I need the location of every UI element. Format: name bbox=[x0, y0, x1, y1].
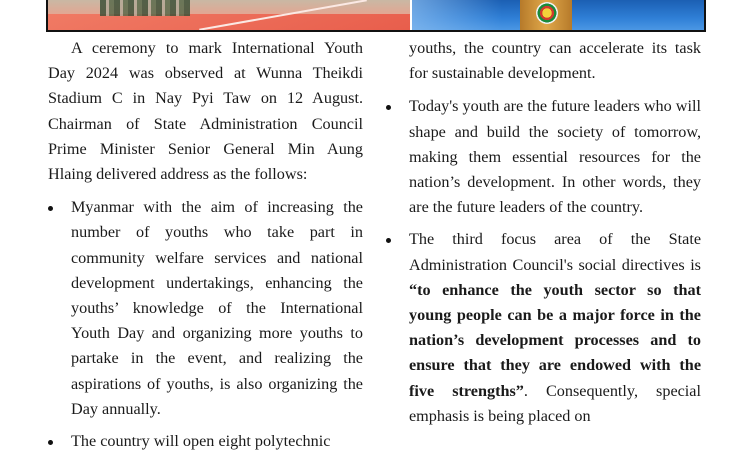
bullet-icon bbox=[48, 206, 53, 211]
right-column bbox=[386, 36, 701, 429]
photo-attendees bbox=[100, 0, 190, 16]
bullet-icon bbox=[386, 238, 391, 243]
continued-text: youths, the country can accelerate its task for sustainable development. bbox=[409, 39, 701, 83]
bullet-lead-text: The third focus area of the State Administration Council's social directives is bbox=[409, 230, 701, 274]
left-column bbox=[48, 36, 363, 454]
bullet-icon bbox=[48, 440, 53, 445]
list-item bbox=[386, 94, 701, 220]
intro-paragraph: A ceremony to mark International Youth Day 2024 was observed at Wunna Theikdi Stadium C in Nay Pyi Taw on 12 August. Chairman of State Administration Council Prime Minister Senior General Min Aung Hlaing delivered address as the follows: bbox=[48, 39, 363, 184]
bullet-icon bbox=[386, 105, 391, 110]
bullet-text: The country will open eight polytechnic bbox=[71, 432, 331, 451]
directive-quote: “to enhance the youth sector so that young people can be a major force in the nation’s development processes and to ensure that they are endowed with the five strengths” bbox=[409, 280, 701, 400]
state-emblem-icon bbox=[536, 2, 558, 24]
list-item bbox=[386, 227, 701, 429]
bullet-text: Today's youth are the future leaders who will shape and build the society of tomorrow, making them essential resources for the nation’s development. In other words, they are the future leaders of the country. bbox=[409, 97, 701, 217]
photo-floor bbox=[48, 14, 410, 30]
right-bullet-list bbox=[386, 94, 701, 429]
bullet-tail-text: . Consequently, special emphasis is being placed on bbox=[409, 381, 701, 425]
speaker-photo bbox=[412, 0, 704, 30]
bullet-text: Myanmar with the aim of increasing the number of youths who take part in community welfare services and national development undertakings, enhancing the youths’ knowledge of the International Youth Day and organizing more youths to partake in the event, and realizing the aspirations of youths, is also organizing the Day annually. bbox=[71, 198, 363, 418]
list-item bbox=[48, 195, 363, 422]
list-item bbox=[48, 429, 363, 454]
photo-strip bbox=[46, 0, 706, 32]
ceremony-photo bbox=[48, 0, 410, 30]
photo-glow bbox=[412, 0, 502, 30]
left-bullet-list bbox=[48, 195, 363, 454]
